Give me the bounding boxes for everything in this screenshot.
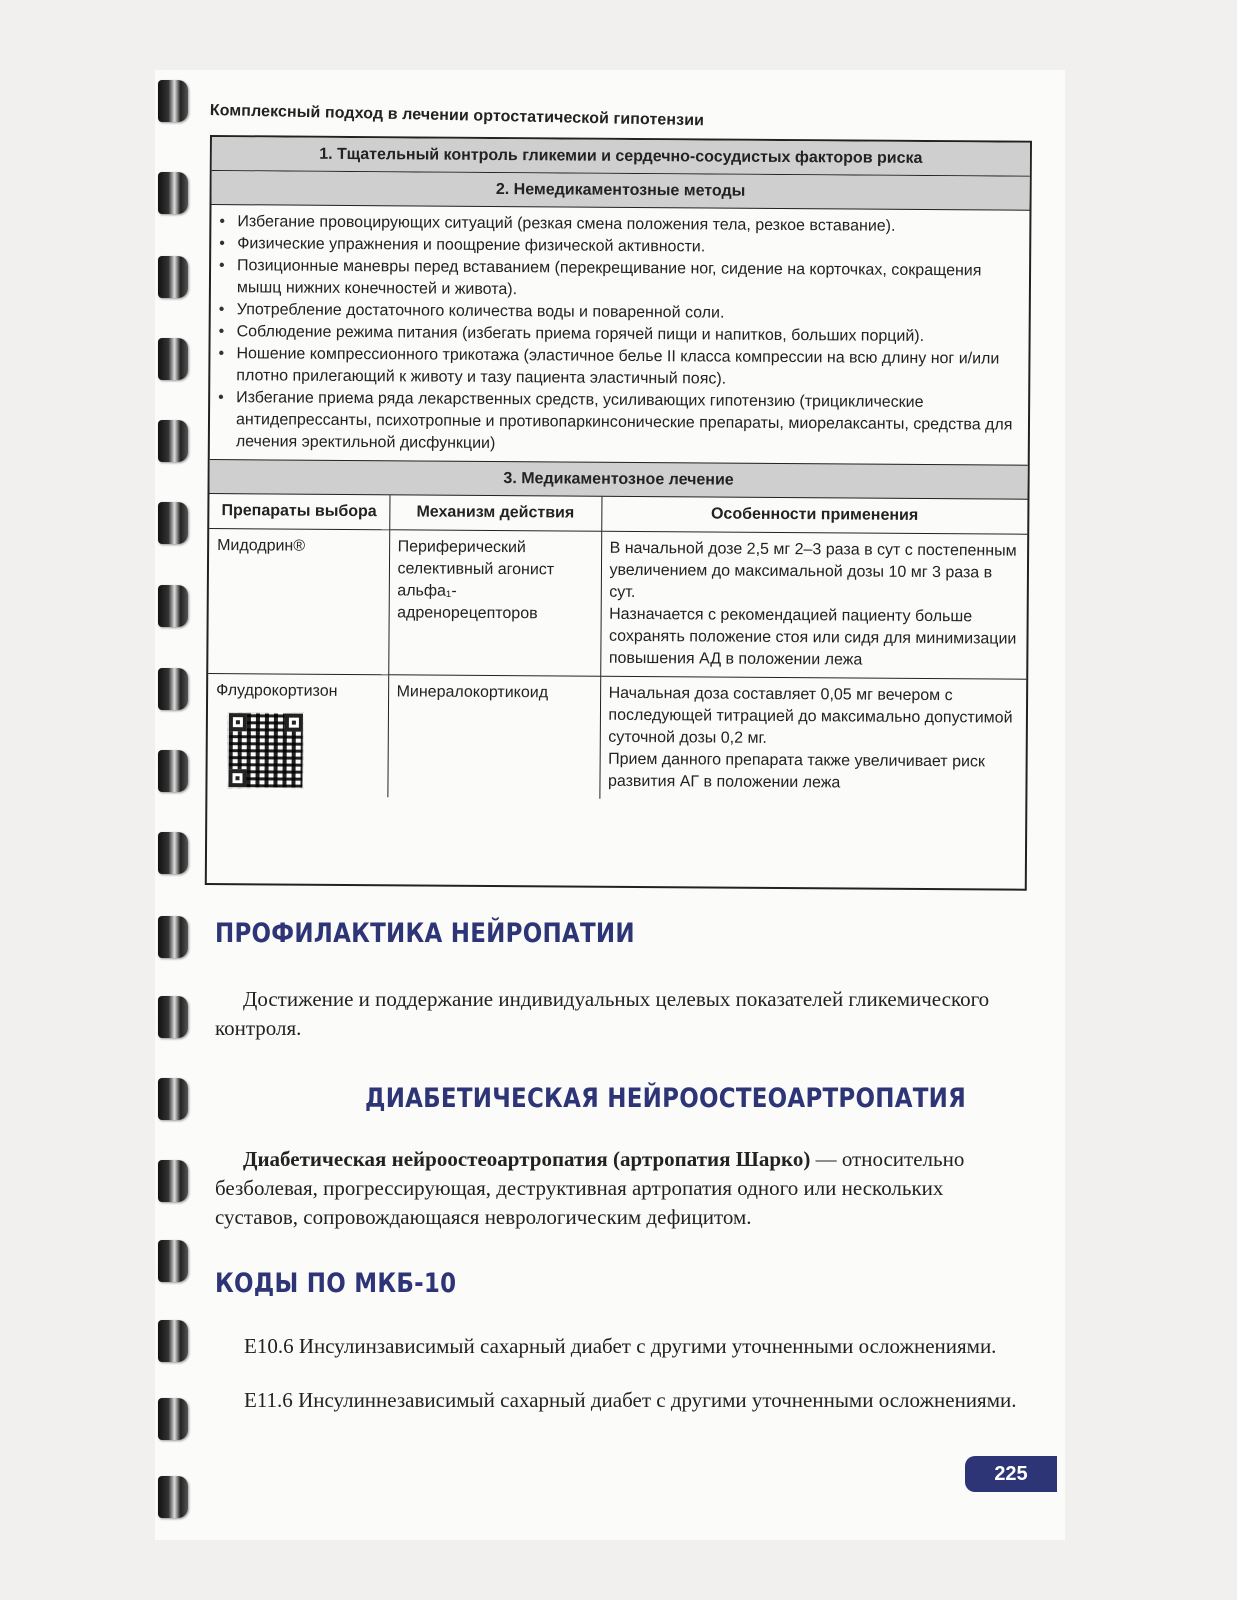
charcot-definition: — относительно безболевая, прогрессирующая, деструктивная артропатия одного или нескольких суставов, сопровождающаяся неврологическим дефицитом.	[215, 1147, 965, 1229]
table-row	[208, 529, 1027, 680]
column-header: Механизм действия	[389, 495, 601, 531]
column-header: Препараты выбора	[209, 494, 389, 530]
prevention-heading: ПРОФИЛАКТИКА НЕЙРОПАТИИ	[215, 918, 635, 949]
spiral-binding	[158, 80, 198, 1530]
table-header-row	[209, 494, 1027, 534]
table-title: Комплексный подход в лечении ортостатической гипотензии	[209, 102, 705, 130]
list-item: • Избегание провоцирующих ситуаций (резкая смена положения тела, резкое вставание).	[237, 211, 1015, 238]
list-item: • Соблюдение режима питания (избегать приема горячей пищи и напитков, больших порций).	[237, 321, 1015, 348]
qr-code-icon[interactable]	[227, 712, 304, 789]
prevention-text: Достижение и поддержание индивидуальных целевых показателей гликемического контроля.	[215, 987, 990, 1040]
list-item: • Физические упражнения и поощрение физической активности.	[237, 233, 1015, 260]
icd-heading: КОДЫ ПО МКБ-10	[215, 1268, 457, 1299]
column-header: Особенности применения	[601, 497, 1027, 534]
icd-text: Инсулиннезависимый сахарный диабет с другими уточненными осложнениями.	[298, 1388, 1017, 1412]
icd-item	[244, 1386, 1076, 1415]
drug-table	[207, 494, 1027, 802]
charcot-paragraph	[215, 1145, 1015, 1232]
drug-mechanism: Периферический селективный агонист альфа₁-адренорецепторов	[388, 530, 601, 676]
list-item: • Избегание приема ряда лекарственных средств, усиливающих гипотензию (трициклические антидепрессанты, психотропные и противопаркинсонические препараты, миорелаксанты, средства для лечения эректильной дисфункции)	[236, 387, 1014, 458]
icd-code: E11.6	[244, 1388, 293, 1412]
list-item: • Позиционные маневры перед вставанием (перекрещивание ног, сидение на корточках, сокращения мышц нижних конечностей и живота).	[237, 255, 1015, 304]
charcot-term: Диабетическая нейроостеоартропатия (артропатия Шарко)	[243, 1147, 811, 1171]
drug-name: Флудрокортизон	[216, 682, 338, 700]
drug-cell	[207, 674, 388, 798]
nondrug-list	[210, 211, 1030, 459]
section-2-header: 2. Немедикаментозные методы	[212, 171, 1030, 211]
list-item: • Употребление достаточного количества воды и поваренной соли.	[237, 299, 1015, 326]
charcot-heading: ДИАБЕТИЧЕСКАЯ НЕЙРООСТЕОАРТРОПАТИЯ	[365, 1083, 967, 1114]
drug-name: Мидодрин®	[208, 529, 389, 675]
treatment-table	[205, 135, 1032, 891]
drug-mechanism: Минералокортикоид	[387, 675, 600, 799]
icd-code: E10.6	[244, 1334, 294, 1358]
table-row	[207, 674, 1026, 802]
section-1-header: 1. Тщательный контроль гликемии и сердечно-сосудистых факторов риска	[212, 137, 1030, 177]
drug-notes: Начальная доза составляет 0,05 мг вечером с последующей титрацией до максимально допустимой суточной дозы 0,2 мг. Прием данного препарата также увеличивает риск развития АГ в положении лежа	[599, 676, 1026, 801]
drug-notes: В начальной дозе 2,5 мг 2–3 раза в сут с постепенным увеличением до максимальной дозы 10 мг 3 раза в сут. Назначается с рекомендацией пациенту больше сохранять положение стоя или сидя для минимизации повышения АД в положении лежа	[600, 531, 1027, 679]
section-3-header: 3. Медикаментозное лечение	[209, 459, 1027, 500]
icd-text: Инсулинзависимый сахарный диабет с другими уточненными осложнениями.	[298, 1334, 997, 1358]
icd-item	[244, 1332, 1076, 1361]
page-number: 225	[965, 1456, 1057, 1492]
list-item: • Ношение компрессионного трикотажа (эластичное белье II класса компрессии на всю длину ног и/или плотно прилегающий к животу и тазу пациента эластичный пояс).	[236, 343, 1014, 392]
